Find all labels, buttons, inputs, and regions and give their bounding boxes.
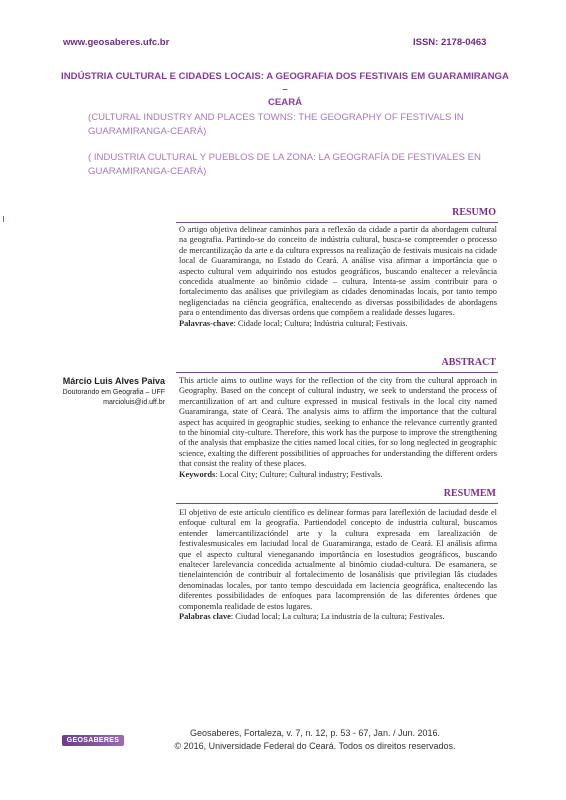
- resumo-keywords-label: Palavras-chave: [179, 318, 234, 328]
- resumo-keywords: : Cidade local; Cultura; Indústria cultural; Festivais.: [233, 318, 408, 328]
- geosaberes-logo: GEOSABERES: [62, 735, 124, 746]
- english-title: [88, 111, 498, 139]
- issn-label: ISSN: 2178-0463: [413, 37, 487, 48]
- author-name: Márcio Luis Alves Paiva: [62, 376, 165, 386]
- footer: [150, 727, 480, 753]
- author-email[interactable]: marcioluis@id.uff.br: [103, 399, 165, 406]
- resumen-heading: RESUMEM: [443, 488, 496, 499]
- english-abstract: [179, 376, 497, 480]
- abstract-divider: [176, 372, 498, 373]
- resumen-keywords-label: Palabras clave: [179, 612, 231, 622]
- spanish-title: [88, 151, 498, 179]
- article-title-line2: CEARÁ: [267, 97, 303, 108]
- abstract-keywords: : Local City; Culture; Cultural industry; Festivals.: [215, 469, 383, 479]
- english-title-line2: GUARAMIRANGA-CEARÁ): [88, 126, 207, 137]
- margin-marker: [3, 216, 4, 222]
- footer-citation: Geosaberes, Fortaleza, v. 7, n. 12, p. 53 - 67, Jan. / Jun. 2016.: [190, 728, 440, 738]
- spanish-title-line2: GUARAMIRANGA-CEARÁ): [88, 166, 207, 177]
- journal-website[interactable]: www.geosaberes.ufc.br: [63, 37, 170, 48]
- resumen-keywords: : Ciudad local; La cultura; La industria de la cultura; Festivales.: [230, 612, 445, 622]
- resumen-text: El objetivo de este artículo científico es delinear formas para lareflexión de laciudad desde el enfoque cultural em la geografía. Partiendodel concepto de industria cultural, buscamos entender lamercantilizacióndel arte y la cultura expresada em larealización de festivalesmusicales em laciudad local de Guaramiranga, estado de Ceará. El análisis afirma que el aspecto cultural vieneganando importância en losestudios geográficos, buscando enaltecer larelevancia concedida actualmente al binômio ciudad-cultura. De esamanera, se tienelaintención de contribuir al fortalecimento de losanálisis que privilegian lâs ciudades denominadas locales, por tanto tempo descuidada em laciencia geográfica, enaltecendo las diferentes possibilidades de enfoques para lacomprensión de las diferentes órdenes que componemla realidade de estos lugares.: [179, 508, 497, 611]
- resumo-heading: RESUMO: [452, 207, 496, 218]
- abstract-keywords-label: Keywords: [179, 469, 216, 479]
- spanish-abstract: [179, 508, 497, 622]
- author-role: Doutorando em Geografia – UFF: [62, 389, 165, 396]
- resumo-text: O artigo objetiva delinear caminhos para a reflexão da cidade a partir da abordagem cultural na geografia. Partindo-se do conceito de indústria cultural, busca-se compreender o processo de mercantilização da arte e da cultura expressos na realização de festivais musicais na cidade local de Guaramiranga, no Estado do Ceará. A análise visa afirmar a importância que o aspecto cultural vem adquirindo nos estudos geográficos, buscando enaltecer a relevância concedida atualmente ao binômio cidade – cultura. Intenta-se assim contribuir para o fortalecimento das análises que privilegiam as cidades denominadas locais, por tanto tempo negligenciadas na ciência geográfica, enaltecendo as diversas possibilidades de abordagens para o entendimento das diversas ordens que compõem a realidade desses lugares.: [179, 225, 497, 318]
- abstract-text: This article aims to outline ways for the reflection of the city from the cultural approach in Geography. Based on the concept of cultural industry, we seek to understand the process of mercantilization of art and culture expressed in musical festivals in the local city named Guaramiranga, state of Ceará. The analysis aims to affirm the importance that the cultural aspect has acquired in geographic studies, seeking to enhance the relevance currently granted to the binomial city-culture. Therefore, this work has the purpose to improve the strengthening of the analysis that emphasize the cities named local cities, for so long neglected in geographic science, exalting the different possibilities of approaches for understanding the different orders that consist the reality of these places.: [179, 376, 497, 469]
- article-title: [60, 70, 510, 109]
- english-title-line1: (CULTURAL INDUSTRY AND PLACES TOWNS: THE GEOGRAPHY OF FESTIVALS IN: [88, 112, 464, 123]
- footer-copyright: © 2016, Universidade Federal do Ceará. Todos os direitos reservados.: [174, 741, 456, 751]
- resumo-divider: [176, 222, 498, 223]
- resumo-abstract: [179, 225, 497, 329]
- resumen-divider: [176, 503, 498, 504]
- article-title-line1: INDÚSTRIA CULTURAL E CIDADES LOCAIS: A GEOGRAFIA DOS FESTIVAIS EM GUARAMIRANGA –: [61, 71, 509, 95]
- abstract-heading: ABSTRACT: [441, 357, 496, 368]
- spanish-title-line1: ( INDUSTRIA CULTURAL Y PUEBLOS DE LA ZONA: LA GEOGRAFÍA DE FESTIVALES EN: [88, 152, 481, 163]
